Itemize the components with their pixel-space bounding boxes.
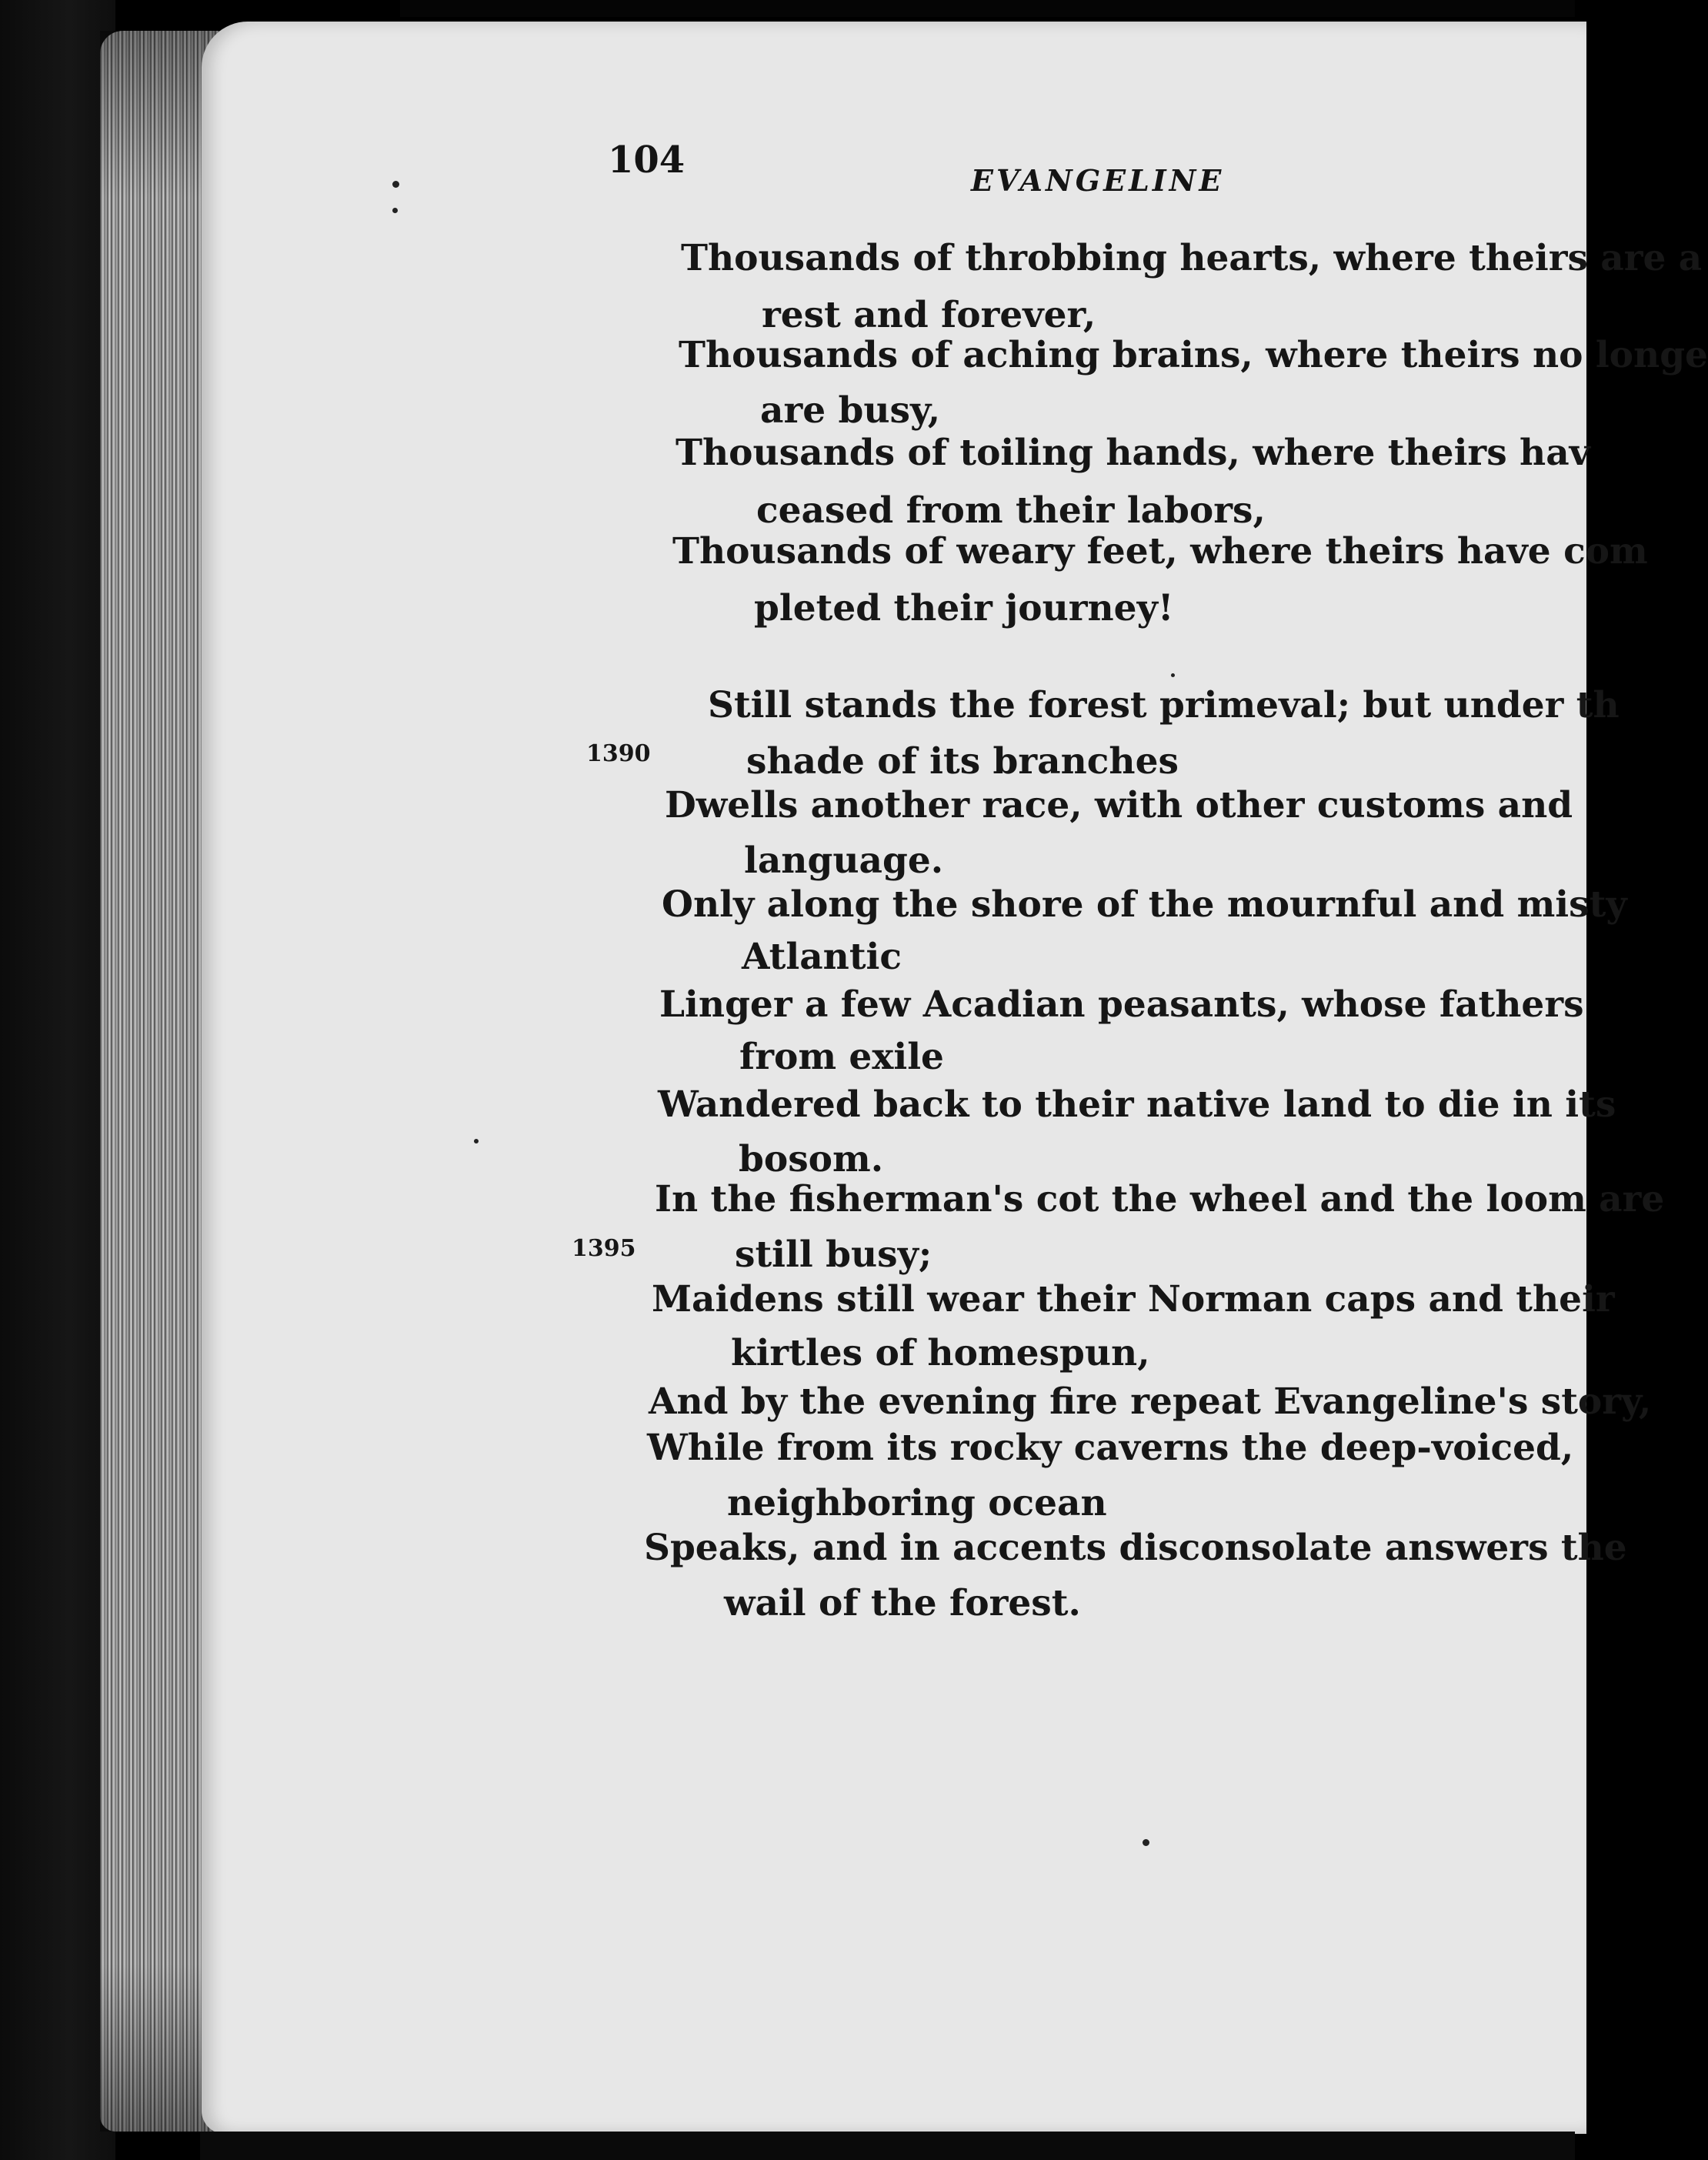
verse-line: still busy; — [735, 1234, 932, 1276]
verse-line: shade of its branches — [746, 740, 1179, 783]
scan-speck — [392, 181, 399, 188]
verse-line: In the fisherman's cot the wheel and the loom are — [655, 1178, 1665, 1220]
verse-line: bosom. — [739, 1138, 884, 1180]
verse-line: And by the evening fire repeat Evangeline's story, — [649, 1380, 1652, 1423]
verse-line: Still stands the forest primeval; but under th — [708, 684, 1620, 726]
verse-line: Dwells another race, with other customs and — [665, 784, 1573, 826]
verse-line: rest and forever, — [762, 294, 1096, 336]
verse-line: language. — [744, 840, 944, 882]
line-number: 1390 — [586, 740, 651, 767]
verse-line: wail of the forest. — [724, 1582, 1081, 1624]
line-number: 1395 — [572, 1235, 636, 1262]
scan-speck — [474, 1139, 479, 1143]
verse-line: neighboring ocean — [727, 1482, 1107, 1524]
verse-line: Only along the shore of the mournful and misty — [662, 883, 1627, 926]
verse-line: from exile — [739, 1036, 944, 1078]
scan-speck — [1143, 1839, 1149, 1846]
scan-speck — [1171, 673, 1175, 677]
verse-line: are busy, — [760, 389, 941, 432]
scan-speck — [392, 208, 398, 213]
verse-line: Speaks, and in accents disconsolate answers the — [644, 1527, 1627, 1569]
verse-line: kirtles of homespun, — [731, 1332, 1150, 1374]
verse-line: Atlantic — [742, 936, 902, 978]
verse-line: Linger a few Acadian peasants, whose fathers — [659, 983, 1584, 1026]
verse-line: Thousands of weary feet, where theirs have com — [672, 530, 1648, 573]
verse-line: While from its rocky caverns the deep-voiced, — [647, 1427, 1574, 1469]
verse-line: Wandered back to their native land to die in its — [658, 1083, 1616, 1126]
verse-line: Maidens still wear their Norman caps and their — [652, 1278, 1615, 1320]
verse-line: Thousands of aching brains, where theirs no longe — [679, 334, 1708, 376]
verse-line: pleted their journey! — [754, 587, 1174, 629]
running-title: EVANGELINE — [971, 163, 1225, 198]
verse-line: ceased from their labors, — [756, 489, 1266, 532]
verse-line: Thousands of toiling hands, where theirs hav — [676, 432, 1590, 474]
page-number: 104 — [608, 139, 686, 182]
verse-line: Thousands of throbbing hearts, where theirs are a — [681, 237, 1703, 279]
